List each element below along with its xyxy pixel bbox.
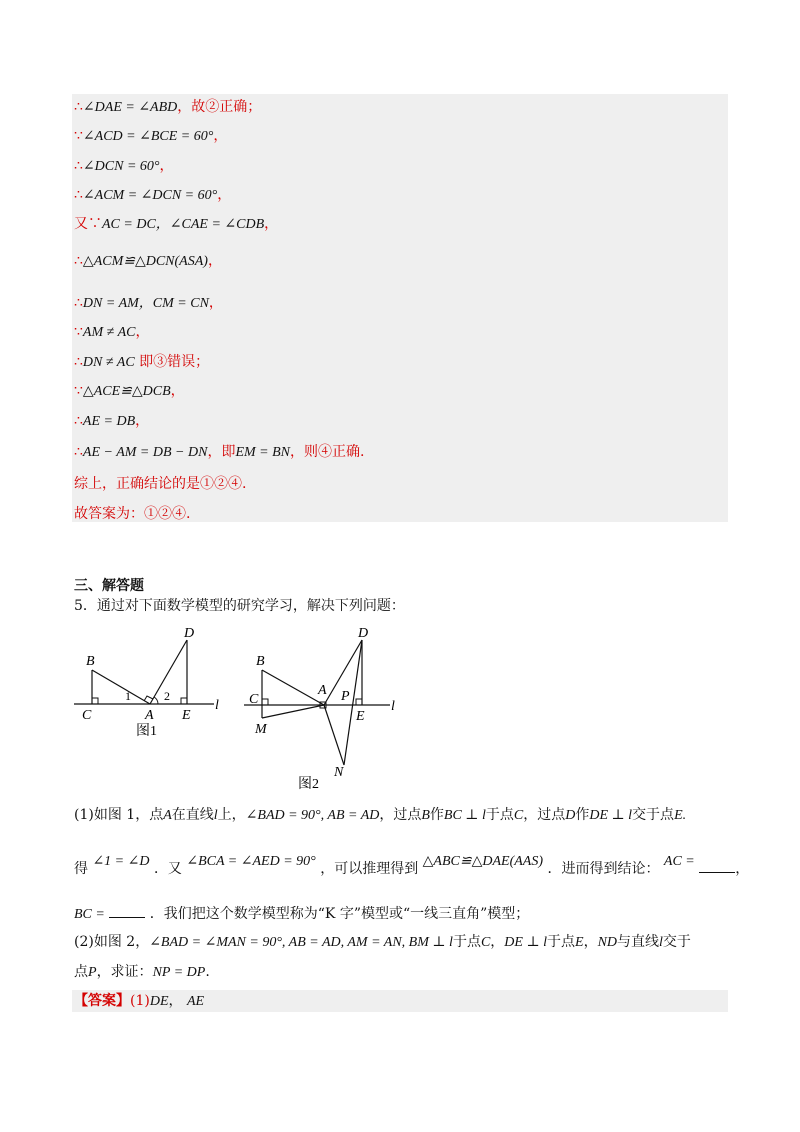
solution-line: ∴∠ACM = ∠DCN = 60°， xyxy=(74,187,232,203)
fig1-label-angle1: 1 xyxy=(125,689,131,703)
solution-answer: 故答案为：①②④. xyxy=(74,506,191,522)
answer-blank-bc[interactable] xyxy=(109,903,145,918)
fig1-label-e: E xyxy=(182,708,191,723)
fig2-label-p: P xyxy=(341,689,350,704)
fig2-label-l: l xyxy=(391,699,395,714)
part1-line3: BC = ．我们把这个数学模型称为“K 字”模型或“一线三直角”模型； xyxy=(74,903,529,925)
fig1-label-a: A xyxy=(145,708,154,723)
problem-stem: 5．通过对下面数学模型的研究学习，解决下列问题： xyxy=(74,598,405,614)
solution-line: ∴DN ≠ AC 即③错误； xyxy=(74,354,210,370)
part1-line2: 得 ∠1 = ∠D ．又 ∠BCA = ∠AED = 90° ，可以推理得到 △ABC≌△DAE(AAS) ．进而得到结论： AC = ， xyxy=(74,854,750,877)
fig2-label-a: A xyxy=(318,683,327,698)
section-title: 三、解答题 xyxy=(74,578,144,594)
fig2-label-n: N xyxy=(334,765,344,780)
fig1-label-l: l xyxy=(215,698,219,713)
fig2-label-c: C xyxy=(249,692,259,707)
solution-line: ∵∠ACD = ∠BCE = 60°， xyxy=(74,128,228,144)
solution-line: 又∵AC = DC，∠CAE = ∠CDB， xyxy=(74,216,279,232)
fig1-label-c: C xyxy=(82,708,92,723)
answer-line: 【答案】(1)DE， AE xyxy=(74,993,205,1009)
solution-line: ∴∠DCN = 60°， xyxy=(74,158,174,174)
fig2-label-e: E xyxy=(356,709,365,724)
fig2-caption: 图2 xyxy=(298,777,319,792)
answer-blank-ac[interactable] xyxy=(699,858,735,873)
part1-line1: (1)如图 1，点A在直线l上，∠BAD = 90°, AB = AD，过点B作BC ⊥ l于点C，过点D作DE ⊥ l交于点E. xyxy=(74,807,687,823)
part2-line1: (2)如图 2，∠BAD = ∠MAN = 90°, AB = AD, AM = AN, BM ⊥ l于点C，DE ⊥ l于点E，ND与直线l交于 xyxy=(74,934,691,950)
solution-line: ∵AM ≠ AC， xyxy=(74,324,150,340)
solution-line: ∴AE = DB， xyxy=(74,413,150,429)
solution-line: ∴△ACM≌△DCN(ASA)， xyxy=(74,253,222,269)
fig1-label-angle2: 2 xyxy=(164,689,170,703)
solution-summary: 综上，正确结论的是①②④. xyxy=(74,476,247,492)
fig2-label-d: D xyxy=(358,626,369,641)
figure-2 xyxy=(240,622,410,792)
solution-line: ∴AE − AM = DB − DN，即EM = BN，则④正确. xyxy=(74,444,365,460)
fig1-caption: 图1 xyxy=(136,724,157,739)
fig2-label-m: M xyxy=(255,722,267,737)
fig2-label-b: B xyxy=(256,654,265,669)
solution-line: ∵△ACE≌△DCB， xyxy=(74,383,185,399)
fig1-label-b: B xyxy=(86,654,95,669)
part2-line2: 点P，求证：NP = DP. xyxy=(74,964,210,980)
answer-tag: 【答案】 xyxy=(74,993,130,1009)
solution-line: ∴∠DAE = ∠ABD，故②正确； xyxy=(74,99,262,115)
figure-1 xyxy=(70,622,240,742)
solution-line: ∴DN = AM，CM = CN， xyxy=(74,295,223,311)
fig1-label-d: D xyxy=(184,626,195,641)
